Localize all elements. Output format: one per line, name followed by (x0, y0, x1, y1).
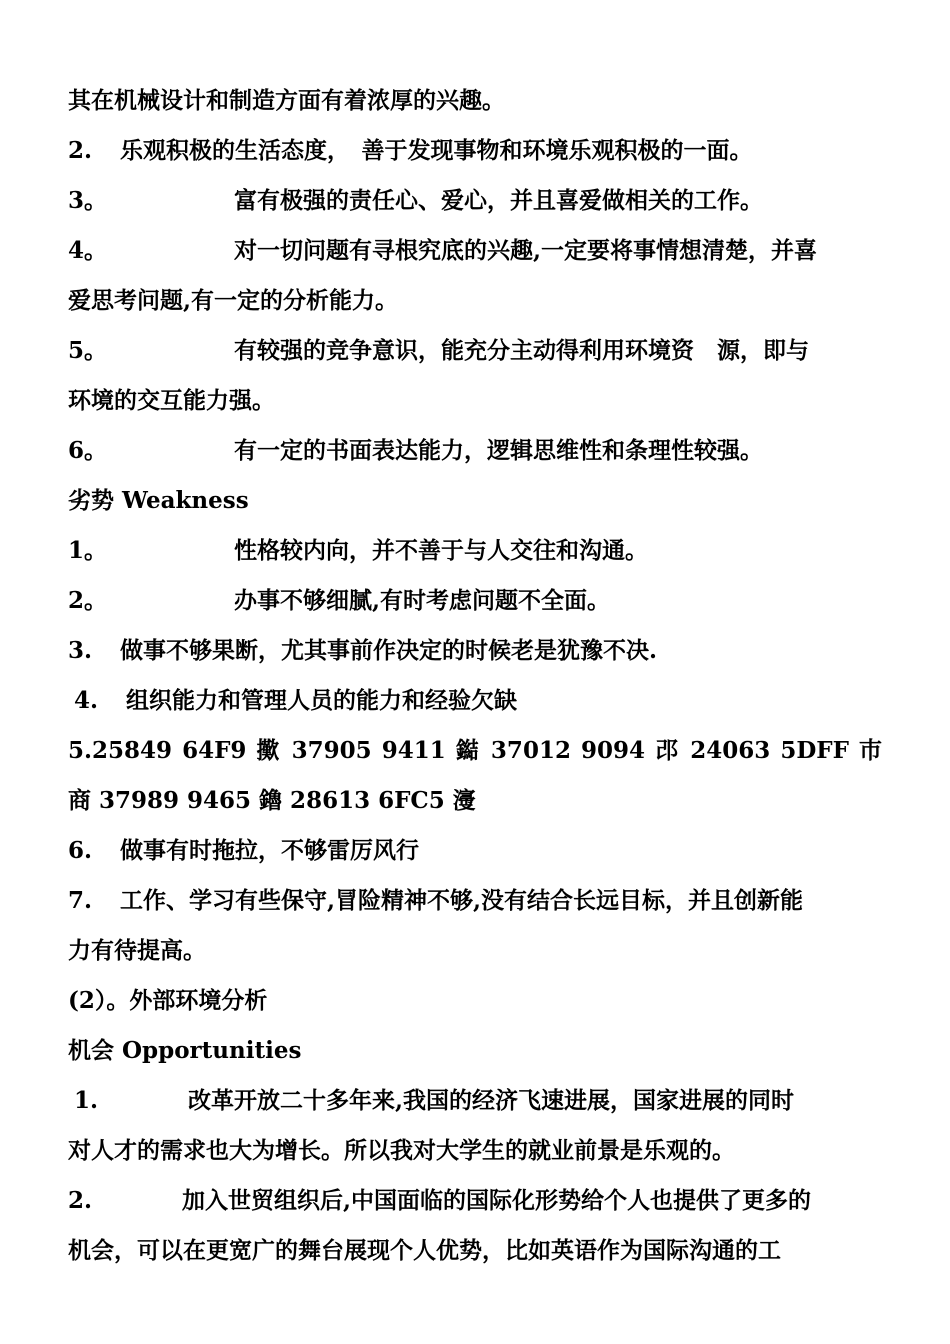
list-item (68, 526, 882, 576)
list-item (68, 876, 882, 926)
list-item-text: 办事不够细腻,有时考虑问题不全面。 (234, 587, 611, 614)
text-line: 其在机械设计和制造方面有着浓厚的兴趣。 (68, 87, 505, 114)
list-item (68, 176, 882, 226)
list-item (68, 626, 882, 676)
list-item-text: 有较强的竞争意识，能充分主动得利用环境资 源，即与 (234, 337, 809, 364)
list-item-text: 做事有时拖拉，不够雷厉风行 (120, 837, 419, 864)
list-item (68, 1176, 882, 1226)
list-item (68, 226, 882, 276)
text-line: 对人才的需求也大为增长。所以我对大学生的就业前景是乐观的。 (68, 1137, 735, 1164)
list-number: 2. (68, 137, 93, 164)
list-item-text: 对一切问题有寻根究底的兴趣,一定要将事情想清楚，并喜 (234, 237, 818, 264)
list-number: 6. (68, 837, 93, 864)
list-number: 4. (74, 687, 99, 714)
list-number: 3。 (68, 187, 108, 214)
list-item-text: 有一定的书面表达能力，逻辑思维性和条理性较强。 (234, 437, 763, 464)
list-item-text: 性格较内向，并不善于与人交往和沟通。 (234, 537, 648, 564)
list-item (68, 126, 882, 176)
list-item-text: 加入世贸组织后,中国面临的国际化形势给个人也提供了更多的 (182, 1187, 812, 1214)
text-line: 机会，可以在更宽广的舞台展现个人优势，比如英语作为国际沟通的工 (68, 1237, 781, 1264)
list-item-text: 改革开放二十多年来,我国的经济飞速进展，国家进展的同时 (188, 1087, 795, 1114)
section-heading: (2）。外部环境分析 (68, 987, 268, 1014)
text-line: 商 37989 9465 鑥 28613 6FC5 濅 (68, 787, 476, 814)
list-item (68, 426, 882, 476)
list-item (68, 676, 882, 726)
list-item (68, 576, 882, 626)
document-page (68, 76, 882, 1276)
list-item-text: 富有极强的责任心、爱心，并且喜爱做相关的工作。 (234, 187, 763, 214)
section-heading: 机会 Opportunities (68, 1037, 302, 1064)
list-number: 2. (68, 1187, 93, 1214)
text-line: 5.25849 64F9 擹 37905 9411 鐑 37012 9094 邔 24063 5DFF 巿 (68, 737, 882, 764)
list-number: 3. (68, 637, 93, 664)
list-item-text: 组织能力和管理人员的能力和经验欠缺 (126, 687, 517, 714)
section-heading: 劣势 Weakness (68, 487, 249, 514)
list-number: 1. (74, 1087, 99, 1114)
list-number: 7. (68, 887, 93, 914)
list-item-text: 乐观积极的生活态度， 善于发现事物和环境乐观积极的一面。 (120, 137, 753, 164)
list-item (68, 1076, 882, 1126)
list-number: 6。 (68, 437, 108, 464)
list-item (68, 826, 882, 876)
list-item-text: 工作、学习有些保守,冒险精神不够,没有结合长远目标，并且创新能 (120, 887, 804, 914)
list-item-text: 做事不够果断，尤其事前作决定的时候老是犹豫不决. (120, 637, 658, 664)
list-number: 4。 (68, 237, 108, 264)
list-number: 1。 (68, 537, 108, 564)
list-number: 5。 (68, 337, 108, 364)
text-line: 环境的交互能力强。 (68, 387, 275, 414)
list-number: 2。 (68, 587, 108, 614)
text-line: 爱思考问题,有一定的分析能力。 (68, 287, 399, 314)
list-item (68, 326, 882, 376)
text-line: 力有待提高。 (68, 937, 206, 964)
